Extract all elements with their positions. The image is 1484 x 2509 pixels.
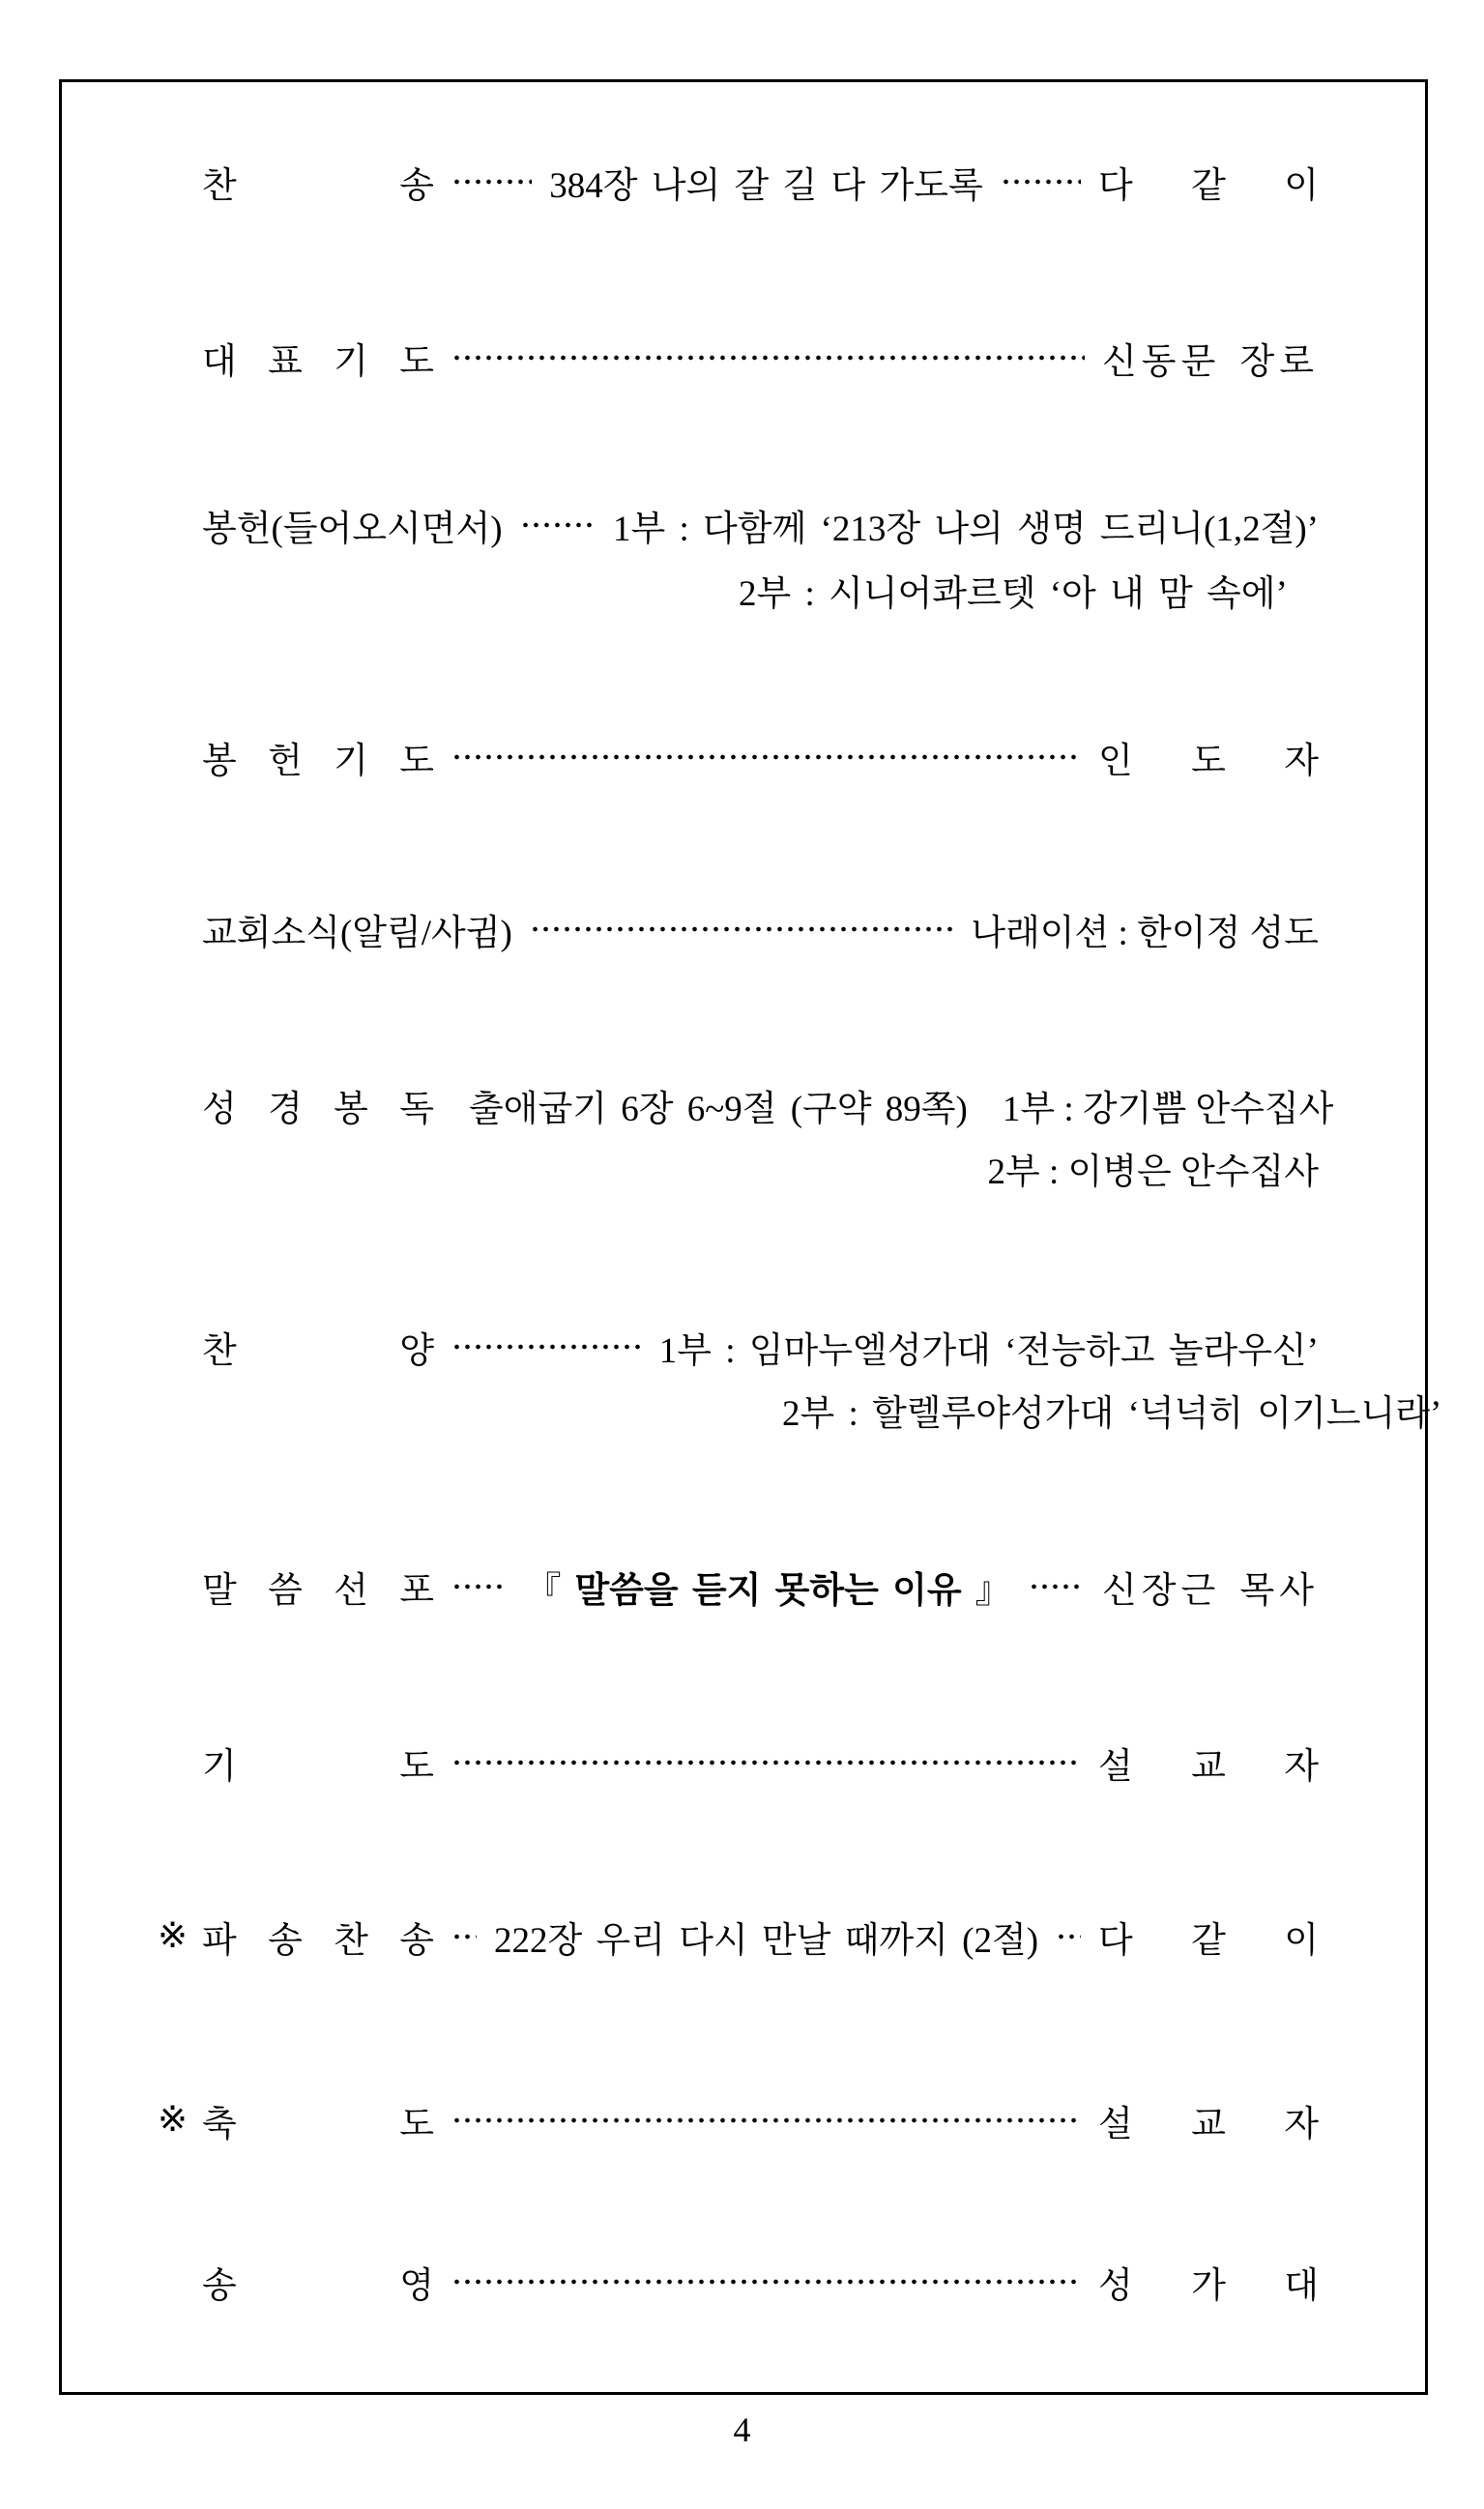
item-performer: 신동문 장로	[1102, 342, 1319, 382]
dot-leader	[451, 1760, 1081, 1765]
dot-leader	[451, 355, 1085, 361]
dot-leader	[451, 1344, 642, 1350]
item-label: 대 표 기 도	[202, 342, 434, 382]
item-performer: 다 같 이	[1098, 166, 1319, 206]
dot-leader	[451, 754, 1081, 760]
service-item-sending-hymn	[158, 1913, 1319, 1961]
item-performer: 인 도 자	[1098, 742, 1319, 781]
item-content: 384장 나의 갈 길 다 가도록	[549, 166, 983, 206]
sermon-bracket-close: 』	[975, 1571, 1011, 1611]
reference-mark: ※	[158, 2100, 189, 2140]
item-label: 송 영	[202, 2266, 434, 2306]
item-content-part2: 2부 : 시니어콰르텟 ‘아 내 맘 속에’	[739, 574, 1288, 614]
item-performer: 나래이션 : 한이정 성도	[971, 914, 1319, 953]
service-item-choir-anthem	[202, 1324, 1319, 1370]
item-label: 성 경 봉 독	[202, 1090, 434, 1129]
sermon-title-text: 말씀을 듣지 못하는 이유	[574, 1571, 962, 1611]
item-label: 교회소식(알림/사귐)	[202, 914, 512, 953]
item-performer: 다 같 이	[1098, 1921, 1319, 1961]
service-item-scripture-reading	[202, 1082, 1334, 1129]
service-item-prayer	[202, 1739, 1319, 1786]
item-label: 봉 헌 기 도	[202, 742, 434, 781]
service-item-offering-line2	[739, 567, 1319, 613]
dot-leader	[451, 1934, 477, 1940]
item-performer: 설 교 자	[1098, 2105, 1319, 2144]
item-content: 출애굽기 6장 6~9절 (구약 89쪽)	[469, 1090, 968, 1129]
service-item-choir-anthem-line2	[782, 1386, 1442, 1434]
dot-leader	[451, 2279, 1081, 2285]
service-item-announcements	[202, 906, 1319, 952]
item-performer-part1: 1부 : 강기쁨 안수집사	[1002, 1090, 1334, 1129]
item-label: 찬 양	[202, 1331, 434, 1371]
service-item-hymn	[202, 159, 1319, 205]
dot-leader	[451, 179, 532, 185]
page-number: 4	[733, 2410, 751, 2449]
item-performer: 신장근 목사	[1102, 1571, 1320, 1611]
item-label: 찬 송	[202, 166, 434, 206]
service-item-doxology	[202, 2259, 1319, 2305]
sermon-title	[525, 1561, 1010, 1613]
document-frame	[59, 79, 1442, 2395]
dot-leader	[1029, 1584, 1085, 1590]
item-label: 파 송 찬 송	[202, 1921, 434, 1961]
item-label: 봉헌(들어오시면서)	[202, 510, 503, 549]
item-performer: 설 교 자	[1098, 1747, 1319, 1787]
item-content-part1: 1부 : 임마누엘성가대 ‘전능하고 놀라우신’	[658, 1331, 1319, 1371]
reference-mark: ※	[158, 1916, 189, 1956]
dot-leader	[451, 1584, 508, 1590]
service-item-scripture-reading-line2	[202, 1145, 1319, 1191]
service-item-benediction	[158, 2097, 1319, 2144]
item-content-part2: 2부 : 할렐루야성가대 ‘넉넉히 이기느니라’	[782, 1394, 1442, 1434]
item-performer-part2: 2부 : 이병은 안수집사	[987, 1152, 1319, 1192]
dot-leader	[1001, 179, 1081, 185]
item-content-part1: 1부 : 다함께 ‘213장 나의 생명 드리니(1,2절)’	[613, 510, 1319, 549]
dot-leader	[520, 522, 596, 528]
item-label: 기 도	[202, 1747, 434, 1787]
dot-leader	[1056, 1934, 1081, 1940]
sermon-bracket-open: 『	[525, 1571, 562, 1611]
item-performer: 성 가 대	[1098, 2266, 1319, 2306]
service-item-sermon	[202, 1563, 1319, 1610]
item-content: 222장 우리 다시 만날 때까지 (2절)	[493, 1921, 1039, 1961]
dot-leader	[530, 926, 953, 932]
service-item-offering-prayer	[202, 734, 1319, 780]
dot-leader	[451, 2117, 1081, 2123]
service-item-representative-prayer	[202, 335, 1319, 381]
item-label: 축 도	[202, 2105, 434, 2144]
item-label: 말 씀 선 포	[202, 1571, 434, 1611]
service-item-offering	[202, 502, 1319, 548]
